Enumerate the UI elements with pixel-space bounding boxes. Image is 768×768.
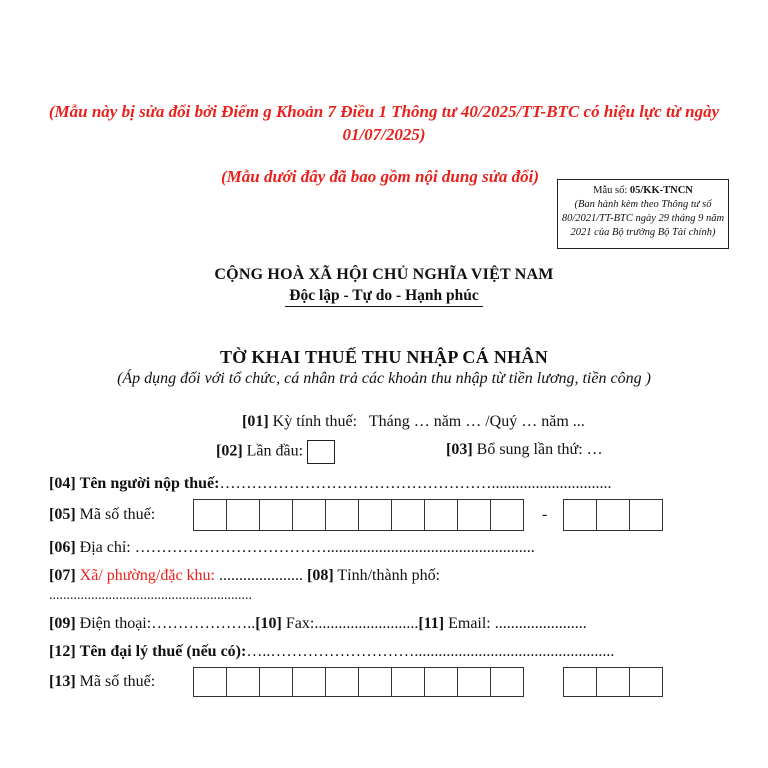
field-07-row	[49, 566, 440, 586]
field-11-dots[interactable]: .......................	[494, 615, 587, 632]
field-04-dots[interactable]: ……………………………………………..............................	[219, 475, 612, 492]
field-04-number: [04]	[49, 475, 76, 492]
field-06-label: Địa chỉ:	[79, 539, 131, 556]
tax-code-cell[interactable]	[292, 499, 326, 531]
agent-tax-code-suffix-cell[interactable]	[563, 667, 597, 697]
field-12-row	[49, 642, 614, 662]
amendment-notice: (Mẫu này bị sửa đổi bởi Điểm g Khoản 7 Điều 1 Thông tư 40/2025/TT-BTC có hiệu lực từ ngày 01/07/2025)	[48, 102, 720, 144]
agent-tax-code-cell[interactable]	[457, 667, 491, 697]
field-09-dots[interactable]: ………………..	[151, 615, 256, 632]
agent-tax-code-cell[interactable]	[259, 667, 293, 697]
agent-tax-code-cell[interactable]	[325, 667, 359, 697]
field-06-row	[49, 538, 535, 558]
nation-header: CỘNG HOÀ XÃ HỘI CHỦ NGHĨA VIỆT NAM	[214, 266, 554, 283]
field-01-label: Kỳ tính thuế:	[272, 413, 358, 430]
field-13-clip	[0, 666, 768, 690]
page-title: TỜ KHAI THUẾ THU NHẬP CÁ NHÂN	[219, 347, 549, 367]
agent-tax-code-cell[interactable]	[424, 667, 458, 697]
form-issued-note: (Ban hành kèm theo Thông tư số 80/2021/TT-BTC ngày 29 tháng 9 năm 2021 của Bộ trưởng Bộ Tài chính)	[561, 199, 725, 238]
field-12-label: Tên đại lý thuế (nếu có):	[79, 643, 247, 660]
field-07-number: [07]	[49, 567, 76, 584]
field-02-number: [02]	[216, 442, 243, 460]
tax-code-cell[interactable]	[259, 499, 293, 531]
field-04-label: Tên người nộp thuế:	[79, 475, 220, 492]
field-01-row	[242, 412, 585, 432]
tax-code-suffix-cell[interactable]	[629, 499, 663, 531]
field-08-label: Tỉnh/thành phố:	[337, 567, 441, 584]
agent-tax-code-cell[interactable]	[358, 667, 392, 697]
field-12-dots[interactable]: …..………………………..................................................	[246, 643, 615, 660]
field-08-number: [08]	[306, 567, 334, 584]
agent-tax-code-cell[interactable]	[292, 667, 326, 697]
agent-tax-code-suffix-cells[interactable]	[564, 667, 663, 697]
agent-tax-code-cell[interactable]	[226, 667, 260, 697]
field-01-number: [01]	[242, 413, 269, 430]
field-07-dots[interactable]: .....................	[218, 567, 303, 584]
first-time-checkbox[interactable]	[307, 440, 335, 464]
field-01-value[interactable]: Tháng … năm … /Quý … năm ...	[368, 413, 585, 430]
tax-code-cell[interactable]	[358, 499, 392, 531]
tax-code-cell[interactable]	[490, 499, 524, 531]
included-notice: (Mẫu dưới đây đã bao gồm nội dung sửa đổi)	[220, 167, 540, 186]
field-13-label: Mã số thuế:	[79, 673, 156, 690]
agent-tax-code-cell[interactable]	[193, 667, 227, 697]
field-08-dots[interactable]: ..........................................................	[49, 588, 252, 603]
field-11-label: Email:	[448, 615, 491, 632]
agent-tax-code-suffix-cell[interactable]	[596, 667, 630, 697]
tax-code-suffix-cells[interactable]	[564, 499, 663, 531]
field-09-row	[49, 614, 587, 634]
field-07-label: Xã/ phường/đặc khu:	[79, 567, 215, 584]
field-03-row	[446, 440, 603, 460]
form-code-box	[557, 179, 729, 249]
tax-code-cell[interactable]	[226, 499, 260, 531]
motto-wrap	[0, 287, 768, 307]
field-13-number: [13]	[49, 673, 76, 690]
field-10-label: Fax:	[285, 615, 315, 632]
field-02-label: Lần đầu:	[246, 442, 304, 460]
field-03-number: [03]	[446, 441, 473, 458]
field-05-number: [05]	[49, 506, 76, 523]
tax-code-cell[interactable]	[457, 499, 491, 531]
tax-code-separator: -	[542, 506, 548, 523]
tax-code-cell[interactable]	[325, 499, 359, 531]
field-10-number: [10]	[255, 615, 282, 632]
field-09-number: [09]	[49, 615, 76, 632]
tax-code-suffix-cell[interactable]	[596, 499, 630, 531]
tax-code-cell[interactable]	[424, 499, 458, 531]
field-06-number: [06]	[49, 539, 76, 556]
tax-code-cells[interactable]	[194, 499, 524, 531]
field-03-label[interactable]: Bổ sung lần thứ: …	[476, 441, 603, 458]
field-05-row	[49, 505, 155, 525]
field-06-dots[interactable]: ………………………………....................................................	[134, 539, 535, 556]
field-12-number: [12]	[49, 643, 76, 660]
national-motto: Độc lập - Tự do - Hạnh phúc	[285, 287, 482, 307]
field-04-row	[49, 474, 611, 494]
field-05-label: Mã số thuế:	[79, 506, 156, 523]
page-subtitle: (Áp dụng đối với tổ chức, cá nhân trả các khoản thu nhập từ tiền lương, tiền công )	[117, 370, 651, 387]
tax-code-cell[interactable]	[391, 499, 425, 531]
agent-tax-code-cell[interactable]	[391, 667, 425, 697]
field-10-dots[interactable]: ..........................	[314, 615, 419, 632]
form-code: 05/KK-TNCN	[629, 185, 693, 196]
field-11-number: [11]	[418, 615, 445, 632]
agent-tax-code-cells[interactable]	[194, 667, 524, 697]
field-13-row	[49, 672, 155, 692]
agent-tax-code-suffix-cell[interactable]	[629, 667, 663, 697]
tax-code-cell[interactable]	[193, 499, 227, 531]
agent-tax-code-cell[interactable]	[490, 667, 524, 697]
field-02-row	[216, 440, 335, 464]
form-code-label: Mẫu số:	[593, 185, 628, 196]
field-09-label: Điện thoại:	[79, 615, 152, 632]
tax-code-suffix-cell[interactable]	[563, 499, 597, 531]
